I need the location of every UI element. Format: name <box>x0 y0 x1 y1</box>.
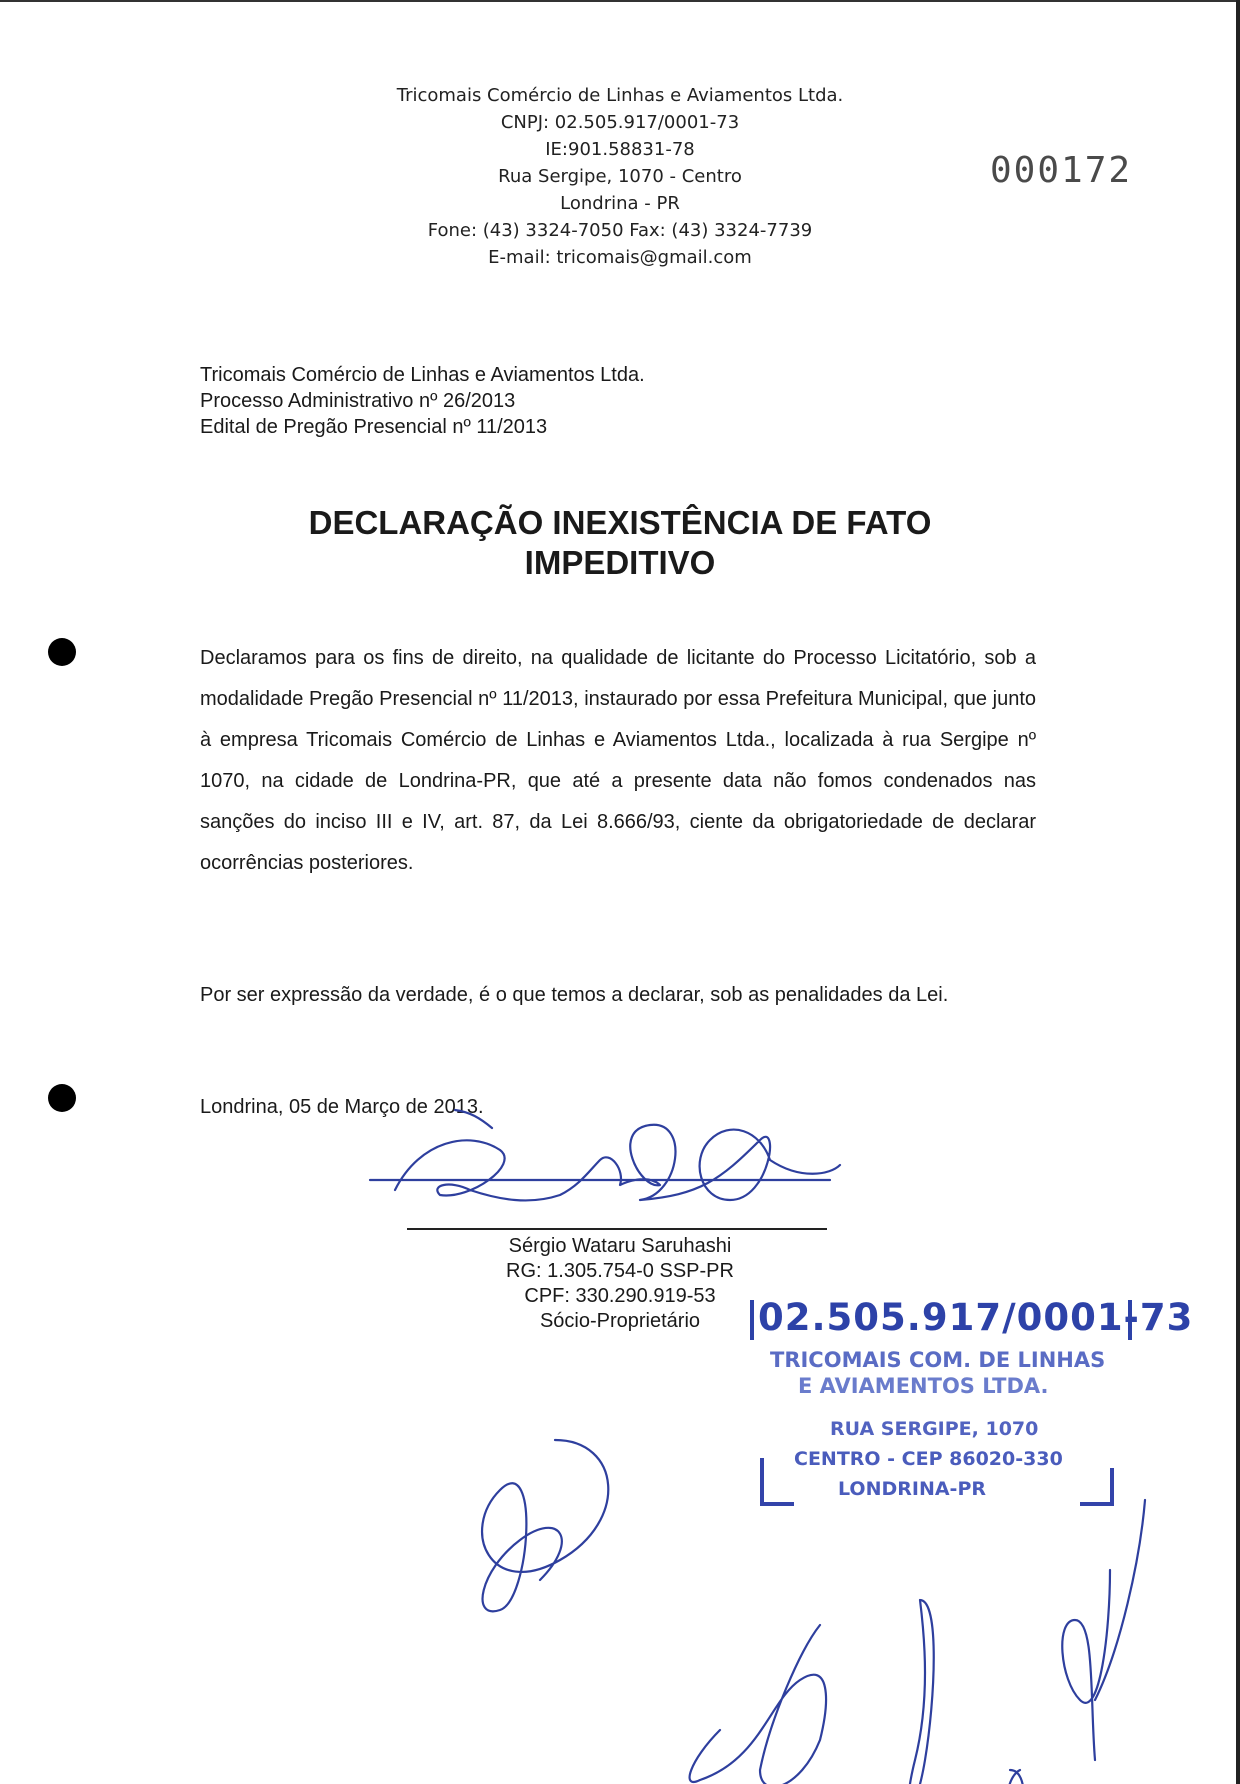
addressee-company: Tricomais Comércio de Linhas e Aviamentos Ltda. <box>200 364 645 386</box>
letterhead-phones: Fone: (43) 3324-7050 Fax: (43) 3324-7739 <box>427 220 813 241</box>
title-line-2: IMPEDITIVO <box>524 544 716 581</box>
stamp-address-line-1: RUA SERGIPE, 1070 <box>830 1418 1039 1440</box>
signer-role: Sócio-Proprietário <box>539 1310 701 1332</box>
punch-hole-bottom <box>48 1084 76 1112</box>
punch-hole-top <box>48 638 76 666</box>
stamp-corner-bottom-right <box>1080 1468 1114 1506</box>
stamp-corner-bottom-left <box>760 1458 794 1506</box>
page-number-stamp: 000172 <box>990 150 1133 191</box>
stamp-address-line-2: CENTRO - CEP 86020-330 <box>794 1448 1063 1470</box>
signer-name: Sérgio Wataru Saruhashi <box>508 1235 732 1257</box>
addressee-block <box>200 362 645 440</box>
addressee-edital: Edital de Pregão Presencial nº 11/2013 <box>200 416 548 438</box>
signer-block <box>460 1234 780 1334</box>
signature-line <box>407 1228 827 1230</box>
letterhead-city: Londrina - PR <box>560 193 680 214</box>
addressee-process: Processo Administrativo nº 26/2013 <box>200 390 516 412</box>
signer-cpf: CPF: 330.290.919-53 <box>524 1285 716 1307</box>
company-stamp <box>750 1296 1194 1676</box>
letterhead <box>320 82 920 271</box>
title-line-1: DECLARAÇÃO INEXISTÊNCIA DE FATO <box>308 504 932 541</box>
letterhead-street: Rua Sergipe, 1070 - Centro <box>498 166 742 187</box>
stamp-name-line-2: E AVIAMENTOS LTDA. <box>798 1374 1049 1398</box>
stamp-address-line-3: LONDRINA-PR <box>838 1478 987 1500</box>
initials-left <box>482 1440 608 1611</box>
letterhead-company: Tricomais Comércio de Linhas e Aviamentos Ltda. <box>396 85 844 106</box>
letterhead-ie: IE:901.58831-78 <box>545 139 695 160</box>
letterhead-cnpj: CNPJ: 02.505.917/0001-73 <box>500 112 740 133</box>
stamp-name-line-1: TRICOMAIS COM. DE LINHAS <box>770 1348 1106 1372</box>
scan-edge-top <box>0 0 1240 2</box>
declaration-body: Declaramos para os fins de direito, na qualidade de licitante do Processo Licitatório, sob a modalidade Pregão Presencial nº 11/2013, instaurado por essa Prefeitura Municipal, que junto à empresa Tricomais Comércio de Linhas e Aviamentos Ltda., localizada à rua Sergipe nº 1070, na cidade de Londrina-PR, que até a presente data não fomos condenados nas sanções do inciso III e IV, art. 87, da Lei 8.666/93, ciente da obrigatoriedade de declarar ocorrências posteriores. <box>200 647 1036 874</box>
main-signature <box>370 1110 840 1200</box>
closing-statement: Por ser expressão da verdade, é o que temos a declarar, sob as penalidades da Lei. <box>200 984 949 1006</box>
stamp-bracket-right <box>1122 1300 1132 1340</box>
signer-rg: RG: 1.305.754-0 SSP-PR <box>506 1260 734 1282</box>
document-title <box>230 503 1010 583</box>
scan-edge-right <box>1236 0 1240 1784</box>
letterhead-email: E-mail: tricomais@gmail.com <box>488 247 752 268</box>
stamp-cnpj: 02.505.917/0001-73 <box>758 1296 1194 1339</box>
place-date: Londrina, 05 de Março de 2013. <box>200 1096 484 1118</box>
